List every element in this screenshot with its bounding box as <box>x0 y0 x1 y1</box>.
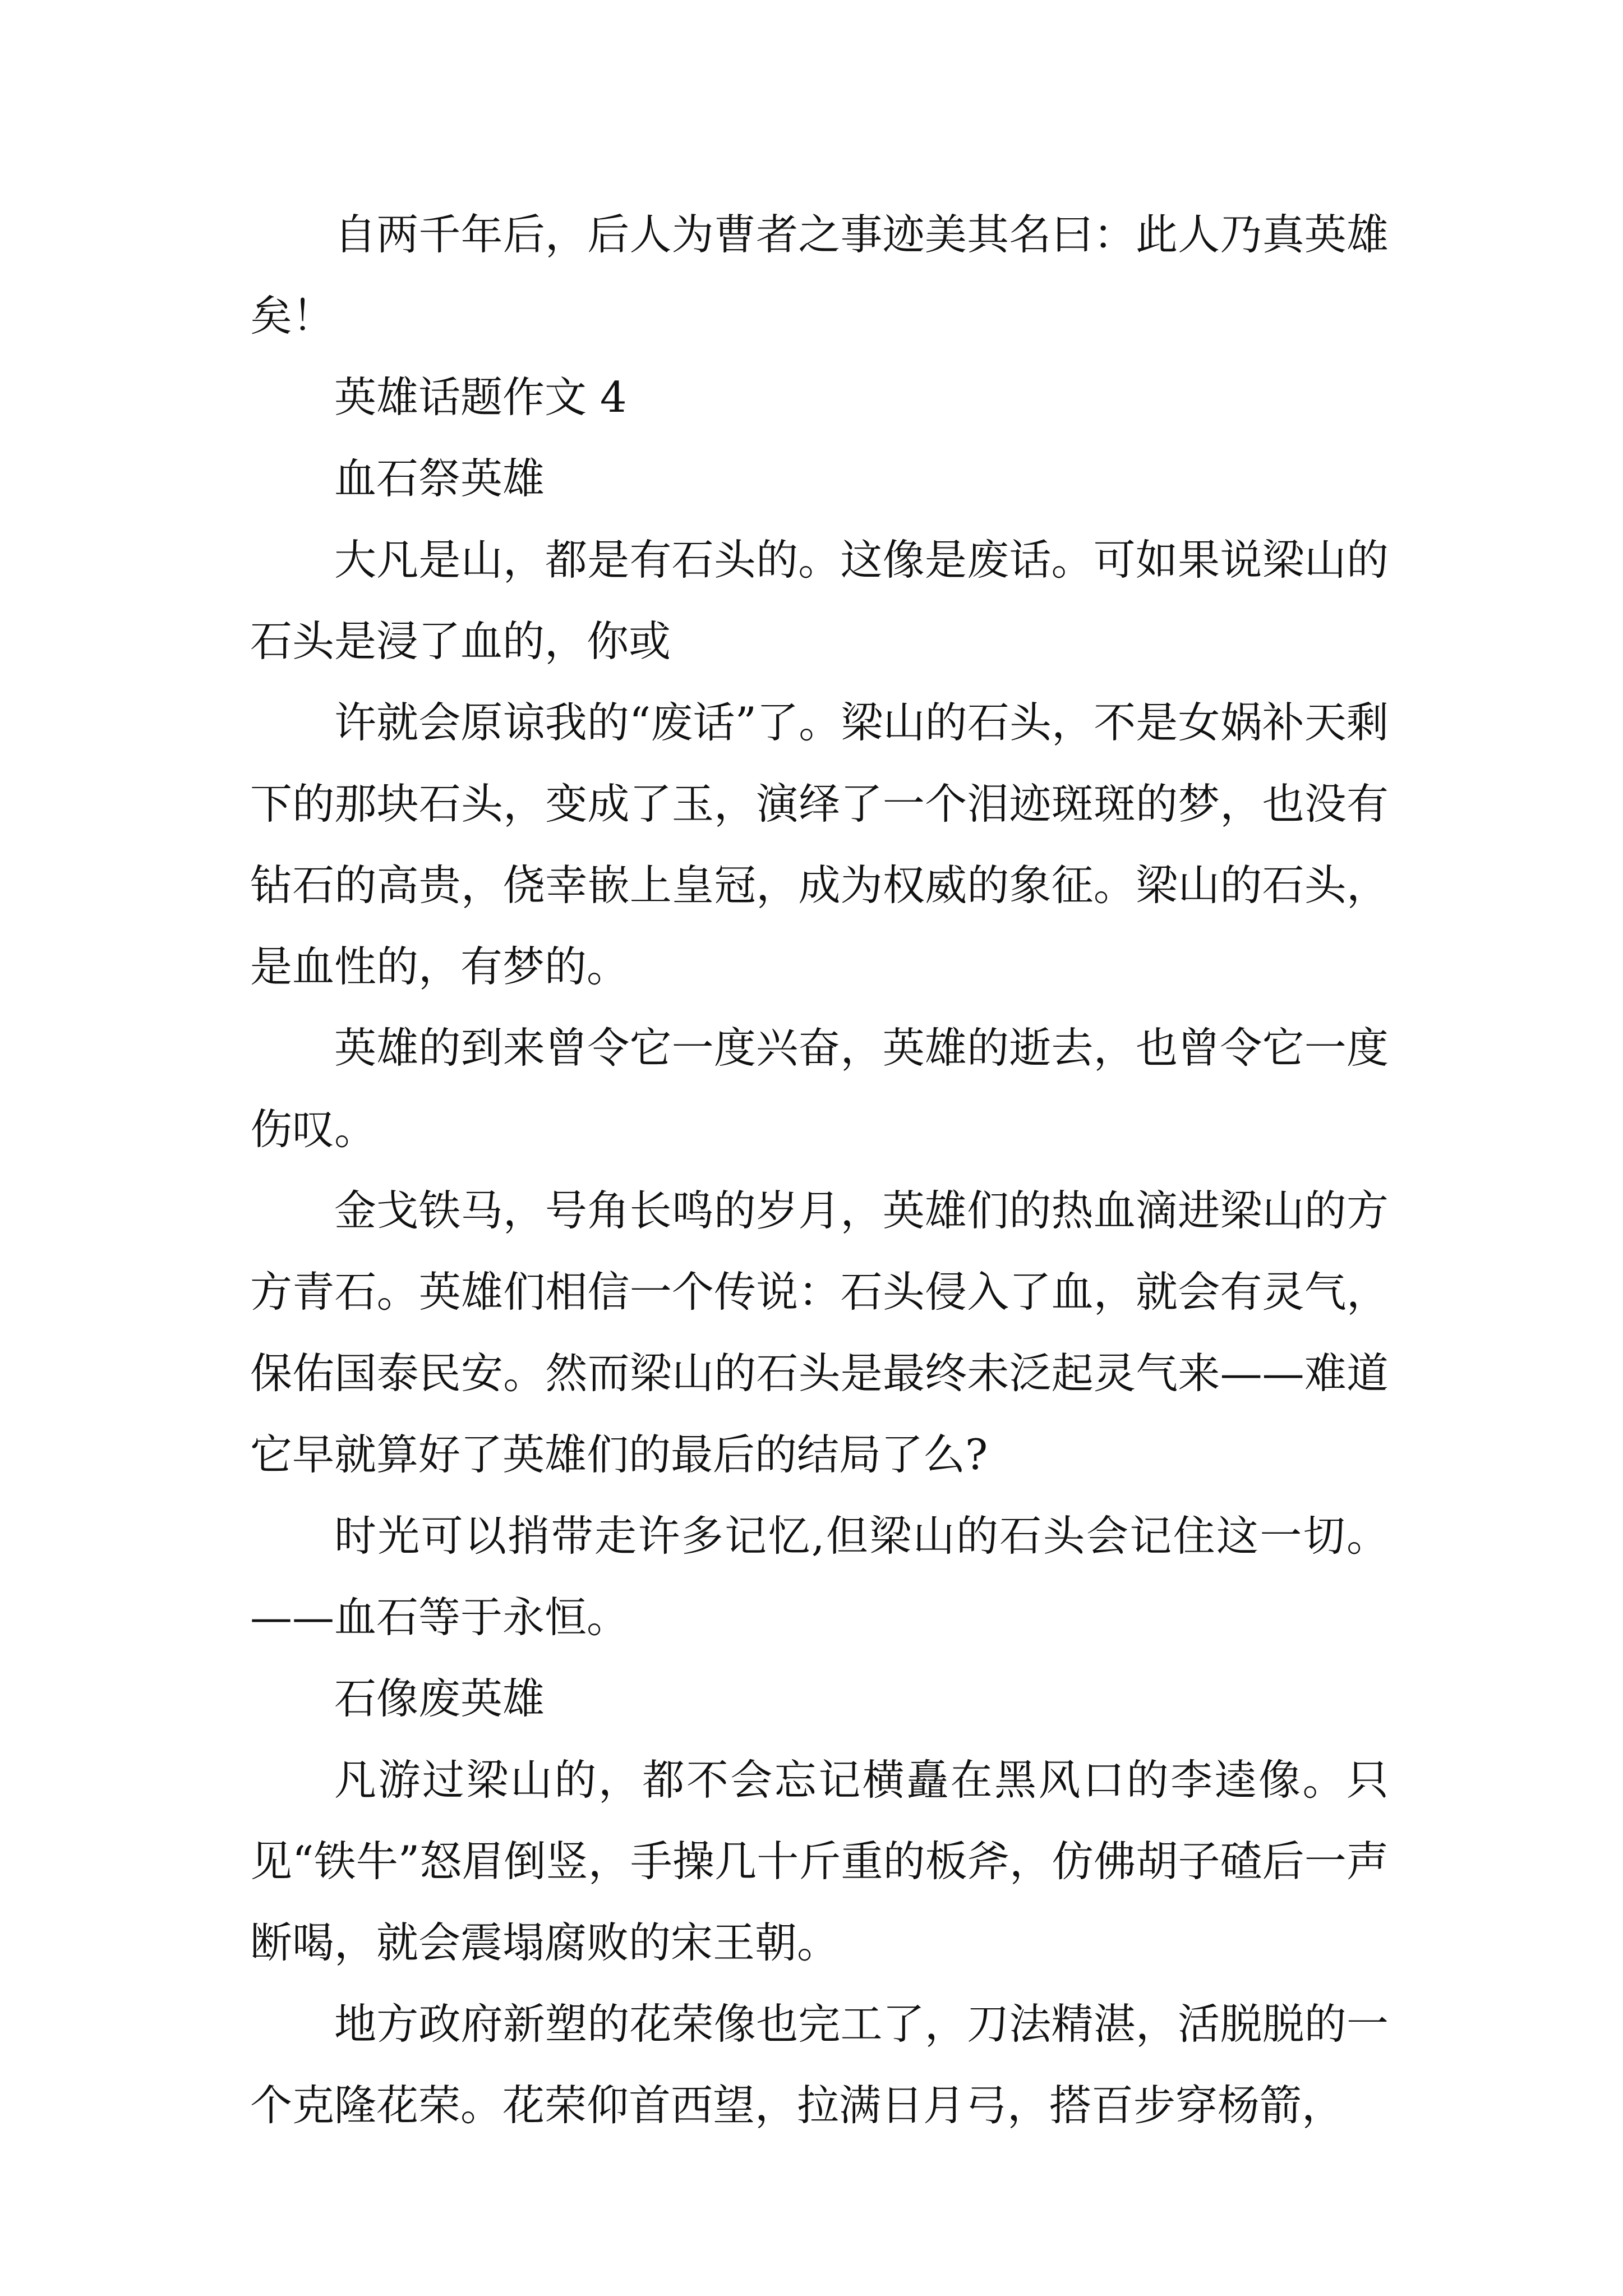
paragraph: 时光可以捎带走许多记忆,但梁山的石头会记住这一切。——血石等于永恒。 <box>250 1511 1389 1642</box>
essay-title: 英雄话题作文 4 <box>334 372 627 422</box>
paragraph: 金戈铁马，号角长鸣的岁月，英雄们的热血滴进梁山的方方青石。英雄们相信一个传说：石头侵入了血，就会有灵气，保佑国泰民安。然而梁山的石头是最终未泛起灵气来——难道它早就算好了英雄们的最后的结局了么? <box>250 1186 1389 1479</box>
paragraph: 地方政府新塑的花荣像也完工了，刀法精湛，活脱脱的一个克隆花荣。花荣仰首西望，拉满日月弓，搭百步穿杨箭， <box>250 1999 1389 2130</box>
paragraph: 许就会原谅我的“废话”了。梁山的石头，不是女娲补天剩下的那块石头，变成了玉，演绎了一个泪迹斑斑的梦，也没有钻石的高贵，侥幸嵌上皇冠，成为权威的象征。梁山的石头，是血性的，有梦的。 <box>250 698 1389 991</box>
document-body <box>250 194 1389 2146</box>
paragraph: 英雄的到来曾令它一度兴奋，英雄的逝去，也曾令它一度伤叹。 <box>250 1023 1389 1154</box>
section-heading-stone-statue: 石像废英雄 <box>334 1674 545 1723</box>
paragraph: 大凡是山，都是有石头的。这像是废话。可如果说梁山的石头是浸了血的，你或 <box>250 535 1389 666</box>
section-heading-blood-stone: 血石祭英雄 <box>334 454 545 503</box>
paragraph-closing-praise: 自两千年后，后人为曹者之事迹美其名曰：此人乃真英雄矣！ <box>250 210 1389 341</box>
paragraph: 凡游过梁山的，都不会忘记横矗在黑风口的李逵像。只见“铁牛”怒眉倒竖，手操几十斤重的板斧，仿佛胡子碴后一声断喝，就会震塌腐败的宋王朝。 <box>250 1755 1389 1967</box>
